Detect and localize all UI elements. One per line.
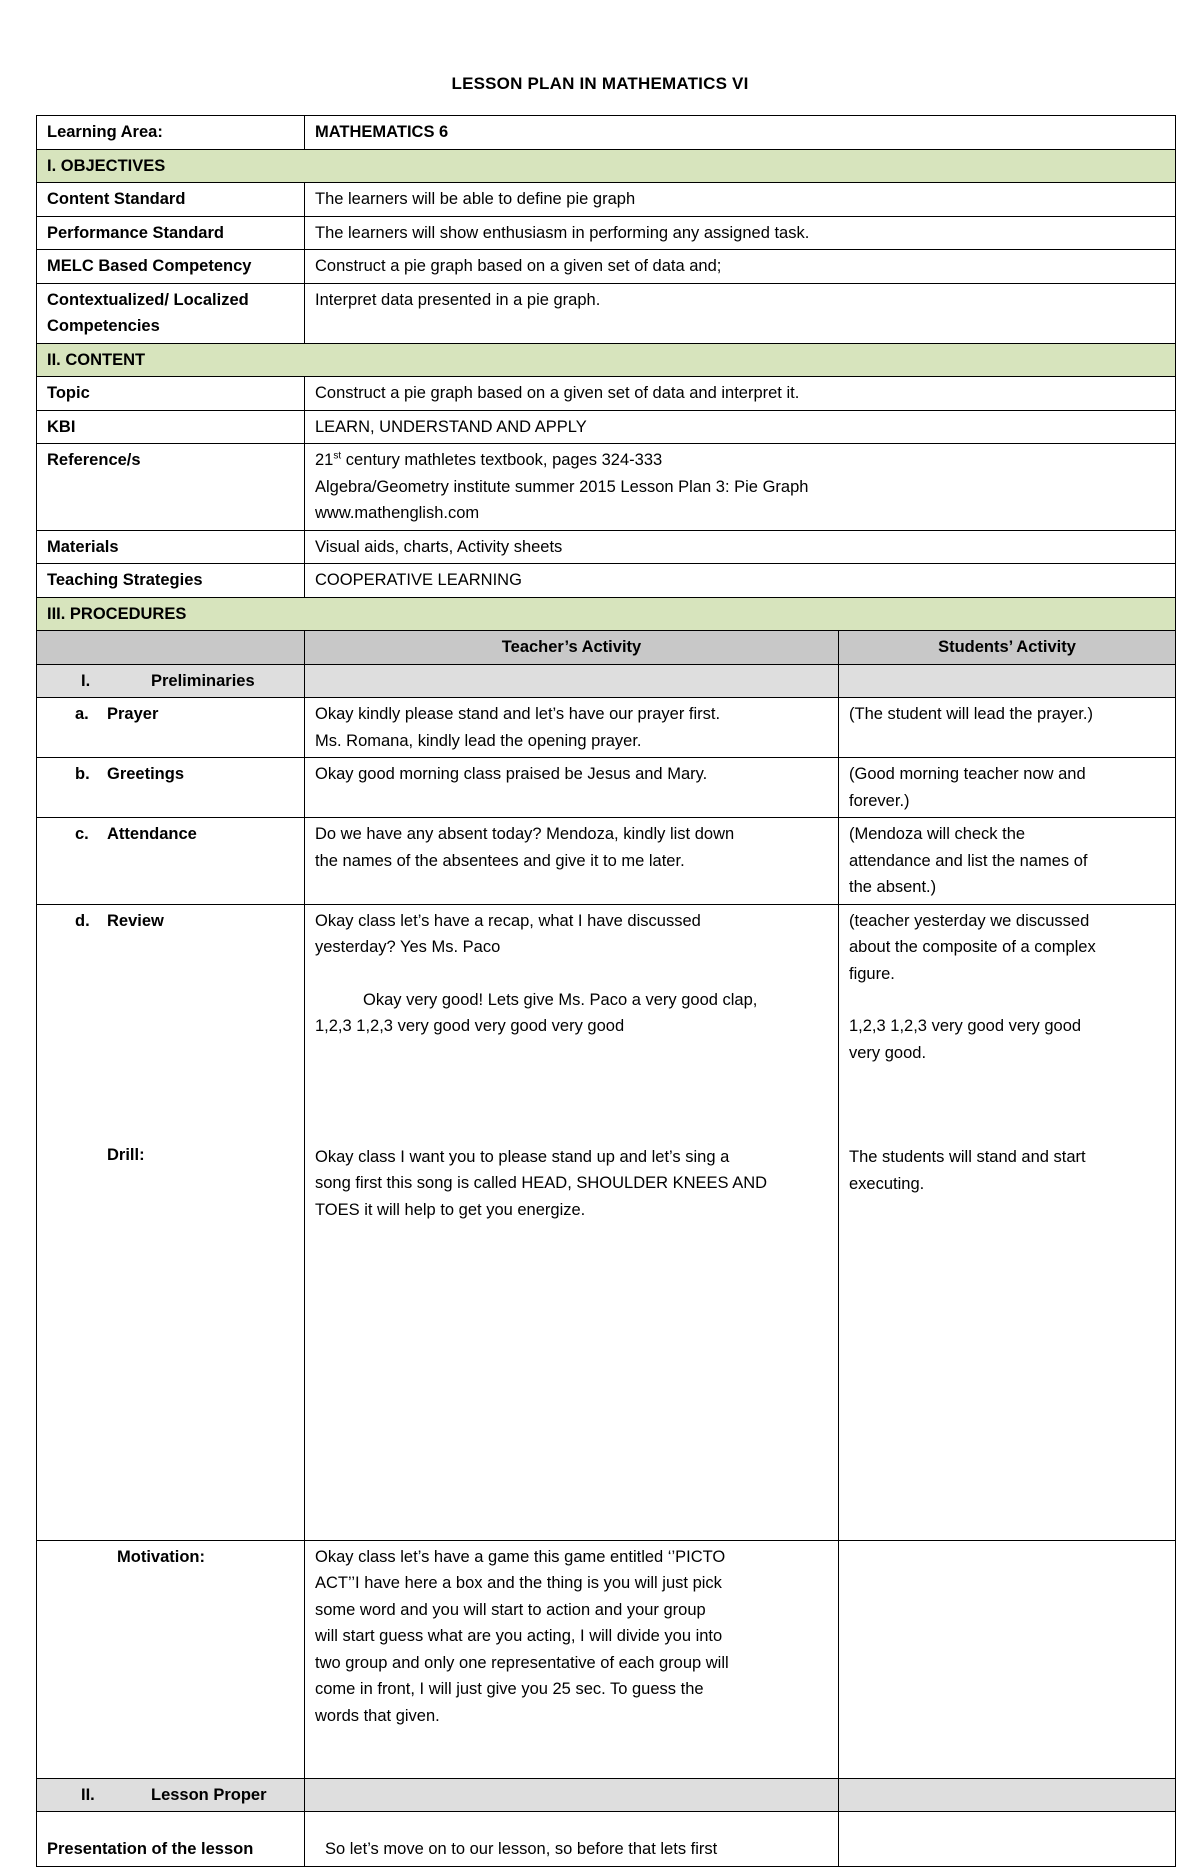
greetings-label: b. Greetings	[37, 758, 305, 818]
prayer-teacher: Okay kindly please stand and let’s have our prayer first. Ms. Romana, kindly lead the opening prayer.	[305, 698, 839, 758]
lesson-proper-row	[37, 1778, 1176, 1812]
attendance-student: (Mendoza will check the attendance and list the names of the absent.)	[839, 818, 1176, 905]
topic-row	[37, 377, 1176, 411]
review-label: d. Review	[75, 911, 164, 930]
attendance-label: c. Attendance	[37, 818, 305, 905]
materials-value: Visual aids, charts, Activity sheets	[305, 530, 1176, 564]
drill-label: Drill:	[107, 1146, 145, 1164]
melc-label: MELC Based Competency	[37, 250, 305, 284]
kbi-row	[37, 410, 1176, 444]
learning-area-value: MATHEMATICS 6	[305, 116, 1176, 150]
presentation-row	[37, 1812, 1176, 1867]
contextualized-label-line2: Competencies	[47, 317, 160, 335]
kbi-label: KBI	[37, 410, 305, 444]
materials-row	[37, 530, 1176, 564]
greetings-student: (Good morning teacher now and forever.)	[839, 758, 1176, 818]
reference-institute: Algebra/Geometry institute summer 2015 Lesson Plan 3: Pie Graph	[315, 477, 809, 496]
review-drill-row	[37, 904, 1176, 1540]
lesson-proper-label: II. Lesson Proper	[37, 1778, 305, 1812]
procedures-heading-row	[37, 597, 1176, 631]
content-heading: II. CONTENT	[37, 343, 1176, 377]
melc-value: Construct a pie graph based on a given set of data and;	[305, 250, 1176, 284]
contextualized-row	[37, 283, 1176, 343]
contextualized-value: Interpret data presented in a pie graph.	[305, 283, 1176, 343]
attendance-row	[37, 818, 1176, 905]
content-standard-row	[37, 183, 1176, 217]
preliminaries-label: I. Preliminaries	[37, 664, 305, 698]
content-standard-label: Content Standard	[37, 183, 305, 217]
topic-value: Construct a pie graph based on a given set of data and interpret it.	[305, 377, 1176, 411]
greetings-row	[37, 758, 1176, 818]
topic-label: Topic	[37, 377, 305, 411]
lesson-proper-teacher-cell	[305, 1778, 839, 1812]
procedures-heading: III. PROCEDURES	[37, 597, 1176, 631]
performance-standard-value: The learners will show enthusiasm in performing any assigned task.	[305, 216, 1176, 250]
reference-website: www.mathenglish.com	[315, 504, 480, 522]
review-drill-student: (teacher yesterday we discussed about the composite of a complex figure. 1,2,3 1,2,3 very good very good very good. The students will stand and start executing.	[839, 904, 1176, 1540]
motivation-student	[839, 1540, 1176, 1778]
prayer-label: a. Prayer	[37, 698, 305, 758]
strategies-row	[37, 564, 1176, 598]
kbi-value: LEARN, UNDERSTAND AND APPLY	[305, 410, 1176, 444]
preliminaries-teacher-cell	[305, 664, 839, 698]
prayer-student: (The student will lead the prayer.)	[839, 698, 1176, 758]
greetings-teacher: Okay good morning class praised be Jesus and Mary.	[305, 758, 839, 818]
references-label: Reference/s	[37, 444, 305, 531]
procedures-column-header-row	[37, 631, 1176, 665]
presentation-label: Presentation of the lesson	[37, 1812, 305, 1867]
teacher-activity-header: Teacher’s Activity	[305, 631, 839, 665]
performance-standard-row	[37, 216, 1176, 250]
learning-area-row	[37, 116, 1176, 150]
preliminaries-row	[37, 664, 1176, 698]
learning-area-label: Learning Area:	[37, 116, 305, 150]
review-drill-label	[37, 904, 305, 1540]
motivation-row	[37, 1540, 1176, 1778]
prayer-row	[37, 698, 1176, 758]
motivation-label: Motivation:	[37, 1540, 305, 1778]
reference-textbook: 21st century mathletes textbook, pages 324-333	[315, 450, 663, 469]
presentation-teacher: So let’s move on to our lesson, so before that lets first	[305, 1812, 839, 1867]
lesson-proper-student-cell	[839, 1778, 1176, 1812]
review-drill-teacher: Okay class let’s have a recap, what I have discussed yesterday? Yes Ms. Paco Okay very good! Lets give Ms. Paco a very good clap, 1,2,3 1,2,3 very good very good very good Okay class I want you to please stand up and let’s sing a song first this song is called HEAD, SHOULDER KNEES AND TOES it will help to get you energize.	[305, 904, 839, 1540]
contextualized-label	[37, 283, 305, 343]
strategies-label: Teaching Strategies	[37, 564, 305, 598]
strategies-value: COOPERATIVE LEARNING	[305, 564, 1176, 598]
content-heading-row	[37, 343, 1176, 377]
objectives-heading-row	[37, 149, 1176, 183]
references-row	[37, 444, 1176, 531]
motivation-teacher: Okay class let’s have a game this game entitled ‘’PICTO ACT’’I have here a box and the thing is you will just pick some word and you will start to action and your group will start guess what are you acting, I will divide you into two group and only one representative of each group will come in front, I will just give you 25 sec. To guess the words that given.	[305, 1540, 839, 1778]
procedures-blank-header	[37, 631, 305, 665]
presentation-student	[839, 1812, 1176, 1867]
objectives-heading: I. OBJECTIVES	[37, 149, 1176, 183]
content-standard-value: The learners will be able to define pie graph	[305, 183, 1176, 217]
contextualized-label-line1: Contextualized/ Localized	[47, 290, 249, 309]
melc-row	[37, 250, 1176, 284]
page-title: LESSON PLAN IN MATHEMATICS VI	[451, 74, 749, 93]
materials-label: Materials	[37, 530, 305, 564]
performance-standard-label: Performance Standard	[37, 216, 305, 250]
references-value	[305, 444, 1176, 531]
preliminaries-student-cell	[839, 664, 1176, 698]
lesson-plan-table	[36, 115, 1176, 1867]
students-activity-header: Students’ Activity	[839, 631, 1176, 665]
attendance-teacher: Do we have any absent today? Mendoza, kindly list down the names of the absentees and give it to me later.	[305, 818, 839, 905]
